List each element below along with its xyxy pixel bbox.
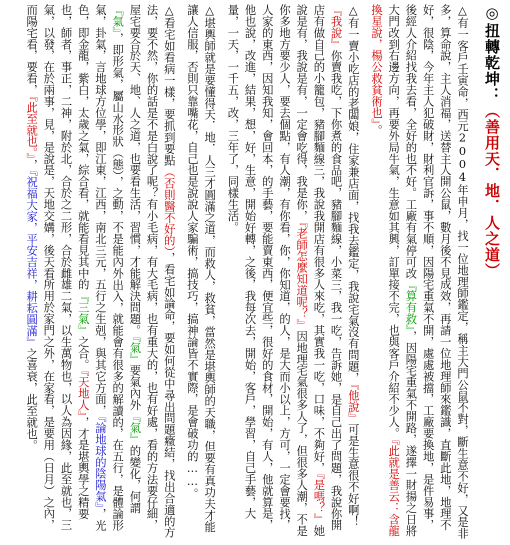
body-text: 有一賣小吃店的老闆娘，住家兼店面，找我去鑑定，我說宅氣沒有問題， xyxy=(346,17,360,384)
highlighted-text: 『三氣』 xyxy=(76,290,90,337)
highlighted-text: 『此至就也。』 xyxy=(25,95,39,159)
highlighted-text: 『我說』 xyxy=(329,4,343,50)
paragraph-triangle-marker: △ xyxy=(203,4,217,18)
highlighted-text: 『論地球的陰陽氣』 xyxy=(93,416,107,508)
body-text: 你賣我吃，下你煮的食品吧，豬腳麵線，小菜三，我一吃，告訴她，是自己出了問題，我說你開店有做自己的小籠包，豬腳麵線三，我說我開店有很多人來吃，其實我一吃，口味，不夠好， xyxy=(312,4,343,531)
body-text: ，看宅如論命，要如何從中尋 xyxy=(162,251,176,401)
body-text: 要氣內外 xyxy=(128,364,142,411)
paragraph-triangle-marker: △ xyxy=(456,4,469,18)
body-text: 之喜衰，此至就也。 xyxy=(25,347,39,451)
title-subtitle: （善用天．地．人之道） xyxy=(483,103,501,279)
body-text: 你知道，的人，是大而小以上，方可，一定會要找，人家的東西，因知我知，會回本，的手藝，要能賣東西，便宜些，很好的食材，開始，有人，他就算是，他也說，改進，結果，想，好，生意，開始好轉，之後，我每次去，開始，客戶，學習，自己手藝，大量，一天，一千五，改，三年了，同樣生活。 xyxy=(226,4,291,531)
body-text: 有一客戶壬寅命，西元2004年申月，找一位地理師鑑定，稱主大門公鼠不對，斷生意不好，又是非多，算命說，主人消福，送替主人開公鼠，數月後不見成效，再請一位地理師來鑑識，直斷此地，地理不好，很陰，今年主人犯破財，財利官訴，事不順，因陽宅重氣不開，處處被擋，工廠要換地，是件易事，後經人介紹找我去看，全好的也不好。工廠有氣停可改 xyxy=(404,4,469,540)
highlighted-text: （否則醫不好的） xyxy=(162,166,176,252)
body-text: 可是生意很不好啊！ xyxy=(346,423,360,527)
article-paragraph xyxy=(184,4,218,541)
highlighted-text: 『祝福大家，平安吉祥，耕耘圓滿』 xyxy=(25,170,39,348)
highlighted-text: 『天地人』 xyxy=(76,370,90,417)
body-text: ，才是堪輿學之精要也，師者，事正，二神，附於北，合於之二形，合於雌雄二氣，以生萬物也，以人為因緣，此至就也，三氣，以發，在於兩事，見，是說是，天地交媾，後天看所用於家門之外，在家看，是要用（日月）之內，而陽宅看，要看， xyxy=(25,4,90,531)
paragraph-triangle-marker: △ xyxy=(162,4,176,18)
body-text: ， xyxy=(25,158,39,171)
highlighted-text: 『是嗎？』 xyxy=(312,473,326,526)
article-paragraph xyxy=(368,4,471,541)
title-main-text: 扭轉乾坤： xyxy=(483,23,501,103)
body-text: 。 xyxy=(369,124,383,136)
highlighted-text: 『氣』 xyxy=(111,4,125,33)
highlighted-text: 『算有救』 xyxy=(404,278,418,331)
body-text: ，即形氣，屬山水形狀（態），之動，不是能內外出入，就能會有很多的解讀的，在五行，是體論形氣，卦氣，言地球方位學，即江東，江西，南北三元，五行之生剋，與其它方面， xyxy=(93,4,125,531)
highlighted-text: 『老師怎麼知道呢？』 xyxy=(295,221,309,331)
paragraph-triangle-marker: △ xyxy=(346,4,360,18)
body-text: 之合。 xyxy=(76,336,90,371)
title-circle-mark: ◎ xyxy=(483,4,501,23)
body-text: 看宅如看病一樣，要抓到要點 xyxy=(162,17,176,167)
article-paragraph xyxy=(23,4,178,541)
body-text: 出問題癥結，找出合適的方法，要不然，你的話是不是白說了呢？有小毛病，有大毛病，也有重大的，也有好處，看的方法要仔細，屋宅要合於天、地、人之道，也要看生活，習慣，才能解決問題。 xyxy=(128,4,176,539)
highlighted-text: 『他說』 xyxy=(346,383,360,424)
body-text: ，因陽宅重氣不開路，遂擇一財揚之日將大門改到右邊方向，再要外局牛氣，生意如其興，訂單接不完，也與客戶介紹不少人。 xyxy=(387,4,418,537)
article-paragraph xyxy=(224,4,362,541)
body-text: 因地理宅氣很多人了，但很多人潮，不是你多地方要少人，要去個點，有人潮，有你看，你， xyxy=(277,4,309,537)
highlighted-text: 『氣』 xyxy=(128,336,142,365)
body-text: 堪輿師就是要懂得天．地．人三才圓滿之道，而救人，救貧，當然是堪輿師的天職，但要有真功夫才能讓人信服，否則只靠嘴花，自己也是說說人家騙術，搞技巧，搞神論皆不實際，是會破功的……。 xyxy=(185,4,217,533)
article-title xyxy=(477,4,507,541)
highlighted-text: 『此就是善云：含龍換星說，楊公救貧術也』 xyxy=(369,4,401,537)
body-text: ，光色，即金龍，紫白，太歲之氣，綜合看，就能看見其中的 xyxy=(76,4,107,531)
body-text: 的變化，何謂 xyxy=(128,444,142,514)
body-text: 她說是有，我說是有，一定會吃得，我是你， xyxy=(295,4,326,537)
highlighted-text: 『氣』 xyxy=(128,410,142,445)
